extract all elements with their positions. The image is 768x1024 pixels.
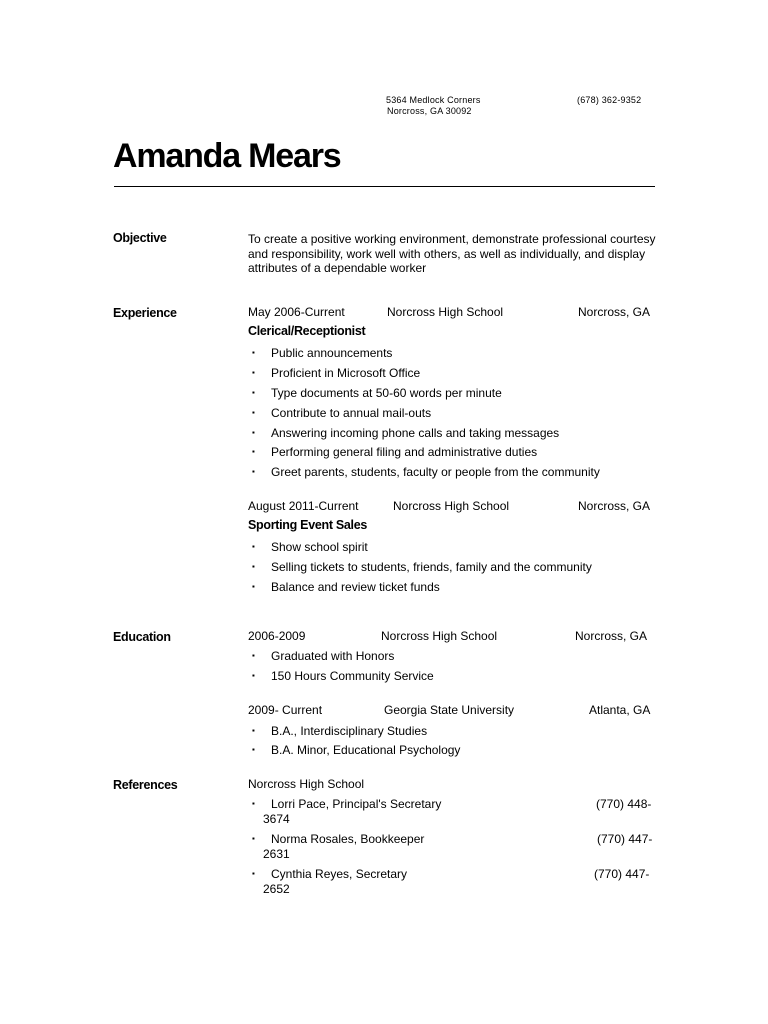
job-2-location: Norcross, GA: [578, 499, 651, 513]
reference-phone-suffix: 3674: [263, 812, 290, 826]
job-1-bullet: Type documents at 50-60 words per minute: [271, 386, 502, 400]
job-2-bullet: Balance and review ticket funds: [271, 580, 440, 594]
bullet-marker: ▪: [252, 869, 255, 878]
job-1-bullet: Greet parents, students, faculty or people from the community: [271, 465, 600, 479]
job-1-title: Clerical/Receptionist: [248, 324, 366, 338]
bullet-marker: ▪: [252, 467, 255, 476]
school-1-org: Norcross High School: [381, 629, 498, 643]
bullet-marker: ▪: [252, 726, 255, 735]
reference-name: Lorri Pace, Principal's Secretary: [271, 797, 442, 811]
job-2-bullet: Selling tickets to students, friends, family and the community: [271, 560, 592, 574]
school-1-bullet: Graduated with Honors: [271, 649, 395, 663]
school-2-bullet: B.A. Minor, Educational Psychology: [271, 743, 461, 757]
reference-phone-prefix: (770) 447-: [594, 867, 650, 881]
school-1-bullet: 150 Hours Community Service: [271, 669, 434, 683]
header-divider: [114, 186, 655, 187]
reference-name: Norma Rosales, Bookkeeper: [271, 832, 425, 846]
bullet-marker: ▪: [252, 428, 255, 437]
bullet-marker: ▪: [252, 348, 255, 357]
resume-name: Amanda Mears: [113, 137, 341, 175]
references-heading: References: [113, 778, 178, 792]
job-2-bullet: Show school spirit: [271, 540, 368, 554]
objective-text: To create a positive working environment, demonstrate professional courtesy and responsibility, work well with others, as well as individually, and display attributes of a dependable worker: [248, 232, 656, 275]
reference-phone-suffix: 2652: [263, 882, 290, 896]
contact-street: 5364 Medlock Corners: [386, 95, 481, 105]
bullet-marker: ▪: [252, 651, 255, 660]
job-1-dates: May 2006-Current: [248, 305, 345, 319]
bullet-marker: ▪: [252, 834, 255, 843]
reference-phone-prefix: (770) 447-: [597, 832, 653, 846]
job-2-org: Norcross High School: [393, 499, 510, 513]
bullet-marker: ▪: [252, 799, 255, 808]
job-1-org: Norcross High School: [387, 305, 504, 319]
bullet-marker: ▪: [252, 542, 255, 551]
reference-name: Cynthia Reyes, Secretary: [271, 867, 408, 881]
bullet-marker: ▪: [252, 368, 255, 377]
experience-heading: Experience: [113, 306, 177, 320]
job-1-bullet: Contribute to annual mail-outs: [271, 406, 432, 420]
education-heading: Education: [113, 630, 171, 644]
job-2-dates: August 2011-Current: [248, 499, 359, 513]
job-1-location: Norcross, GA: [578, 305, 651, 319]
school-2-dates: 2009- Current: [248, 703, 323, 717]
objective-heading: Objective: [113, 231, 167, 245]
contact-phone: (678) 362-9352: [577, 95, 642, 105]
references-org: Norcross High School: [248, 777, 365, 791]
reference-phone-prefix: (770) 448-: [596, 797, 652, 811]
job-2-title: Sporting Event Sales: [248, 518, 368, 532]
school-1-dates: 2006-2009: [248, 629, 306, 643]
bullet-marker: ▪: [252, 671, 255, 680]
bullet-marker: ▪: [252, 745, 255, 754]
bullet-marker: ▪: [252, 562, 255, 571]
contact-city: Norcross, GA 30092: [387, 106, 472, 116]
school-1-location: Norcross, GA: [575, 629, 648, 643]
job-1-bullet: Performing general filing and administrative duties: [271, 445, 538, 459]
bullet-marker: ▪: [252, 582, 255, 591]
bullet-marker: ▪: [252, 408, 255, 417]
job-1-bullet: Public announcements: [271, 346, 393, 360]
bullet-marker: ▪: [252, 447, 255, 456]
job-1-bullet: Proficient in Microsoft Office: [271, 366, 421, 380]
bullet-marker: ▪: [252, 388, 255, 397]
school-2-org: Georgia State University: [384, 703, 515, 717]
school-2-location: Atlanta, GA: [589, 703, 651, 717]
school-2-bullet: B.A., Interdisciplinary Studies: [271, 724, 428, 738]
reference-phone-suffix: 2631: [263, 847, 290, 861]
job-1-bullet: Answering incoming phone calls and taking messages: [271, 426, 560, 440]
